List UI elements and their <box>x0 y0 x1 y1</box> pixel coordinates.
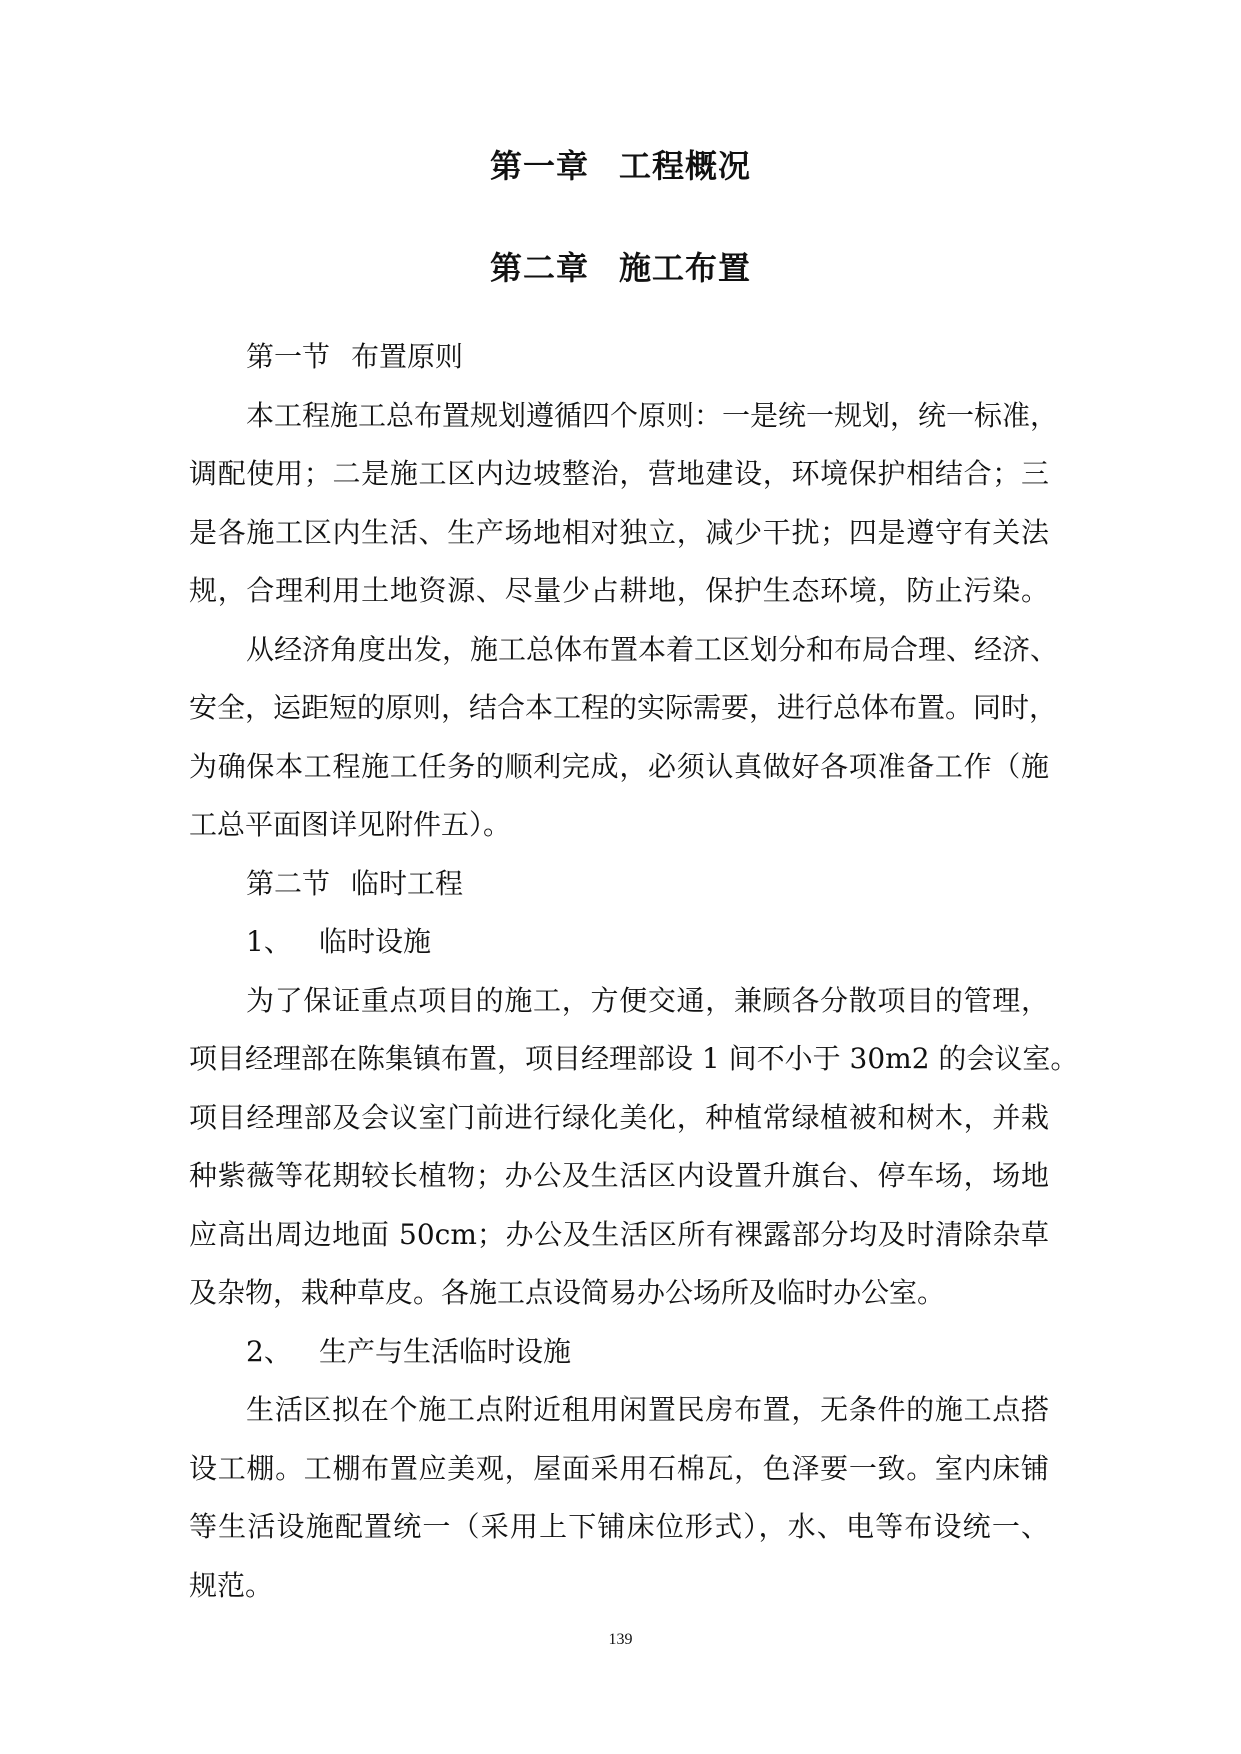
paragraph-line: 种紫薇等花期较长植物；办公及生活区内设置升旗台、停车场，场地 <box>189 1159 1049 1192</box>
item-2-heading <box>189 1323 1049 1382</box>
chapter-2-label: 第二章 <box>489 249 589 287</box>
section-1-title: 布置原则 <box>351 340 464 373</box>
paragraph-line: 设工棚。工棚布置应美观，屋面采用石棉瓦，色泽要一致。室内床铺 <box>189 1451 1049 1485</box>
section-1-heading <box>189 328 1049 387</box>
paragraph-line: 工总平面图详见附件五）。 <box>189 808 512 841</box>
chapter-2-heading <box>0 248 1241 288</box>
item-1-heading <box>189 913 1049 972</box>
section-2-heading <box>189 855 1049 914</box>
paragraph-line: 生活区拟在个施工点附近租用闲置民房布置，无条件的施工点搭 <box>246 1393 1049 1426</box>
paragraph-line: 项目经理部在陈集镇布置，项目经理部设 1 间不小于 30m2 的会议室。 <box>189 1042 1079 1075</box>
body-text <box>189 328 1079 1615</box>
paragraph-line: 应高出周边地面 50cm；办公及生活区所有裸露部分均及时清除杂草 <box>189 1217 1049 1251</box>
section-1-number: 第一节 <box>246 340 331 373</box>
paragraph-line: 规范。 <box>189 1568 274 1602</box>
paragraph-line: 从经济角度出发，施工总体布置本着工区划分和布局合理、经济、 <box>246 632 1059 666</box>
paragraph-line: 及杂物，栽种草皮。各施工点设简易办公场所及临时办公室。 <box>189 1276 946 1309</box>
paragraph-line: 项目经理部及会议室门前进行绿化美化，种植常绿植被和树木，并栽 <box>189 1100 1049 1134</box>
paragraph-line: 规，合理利用土地资源、尽量少占耕地，保护生态环境，防止污染。 <box>189 574 1049 607</box>
item-1-title: 临时设施 <box>319 925 432 958</box>
paragraph-line: 调配使用；二是施工区内边坡整治，营地建设，环境保护相结合；三 <box>189 457 1049 490</box>
section-2-title: 临时工程 <box>351 866 464 900</box>
page-number: 139 <box>608 1631 633 1648</box>
paragraph-line: 为了保证重点项目的施工，方便交通，兼顾各分散项目的管理， <box>246 983 1049 1017</box>
section-2-number: 第二节 <box>246 866 331 900</box>
chapter-2-title: 施工布置 <box>619 249 752 287</box>
item-1-number: 1、 <box>246 925 292 958</box>
item-2-title: 生产与生活临时设施 <box>319 1334 572 1368</box>
chapter-1-label: 第一章 <box>489 147 589 185</box>
paragraph-line: 是各施工区内生活、生产场地相对独立，减少干扰；四是遵守有关法 <box>189 515 1049 549</box>
chapter-1-heading <box>0 146 1241 186</box>
chapter-1-title: 工程概况 <box>619 147 752 185</box>
item-2-number: 2、 <box>246 1334 292 1368</box>
paragraph-line: 等生活设施配置统一（采用上下铺床位形式），水、电等布设统一、 <box>189 1510 1049 1543</box>
paragraph-line: 安全，运距短的原则，结合本工程的实际需要，进行总体布置。同时， <box>189 691 1058 724</box>
paragraph-line: 为确保本工程施工任务的顺利完成，必须认真做好各项准备工作（施 <box>189 749 1049 783</box>
paragraph-line: 本工程施工总布置规划遵循四个原则：一是统一规划，统一标准， <box>246 398 1059 432</box>
